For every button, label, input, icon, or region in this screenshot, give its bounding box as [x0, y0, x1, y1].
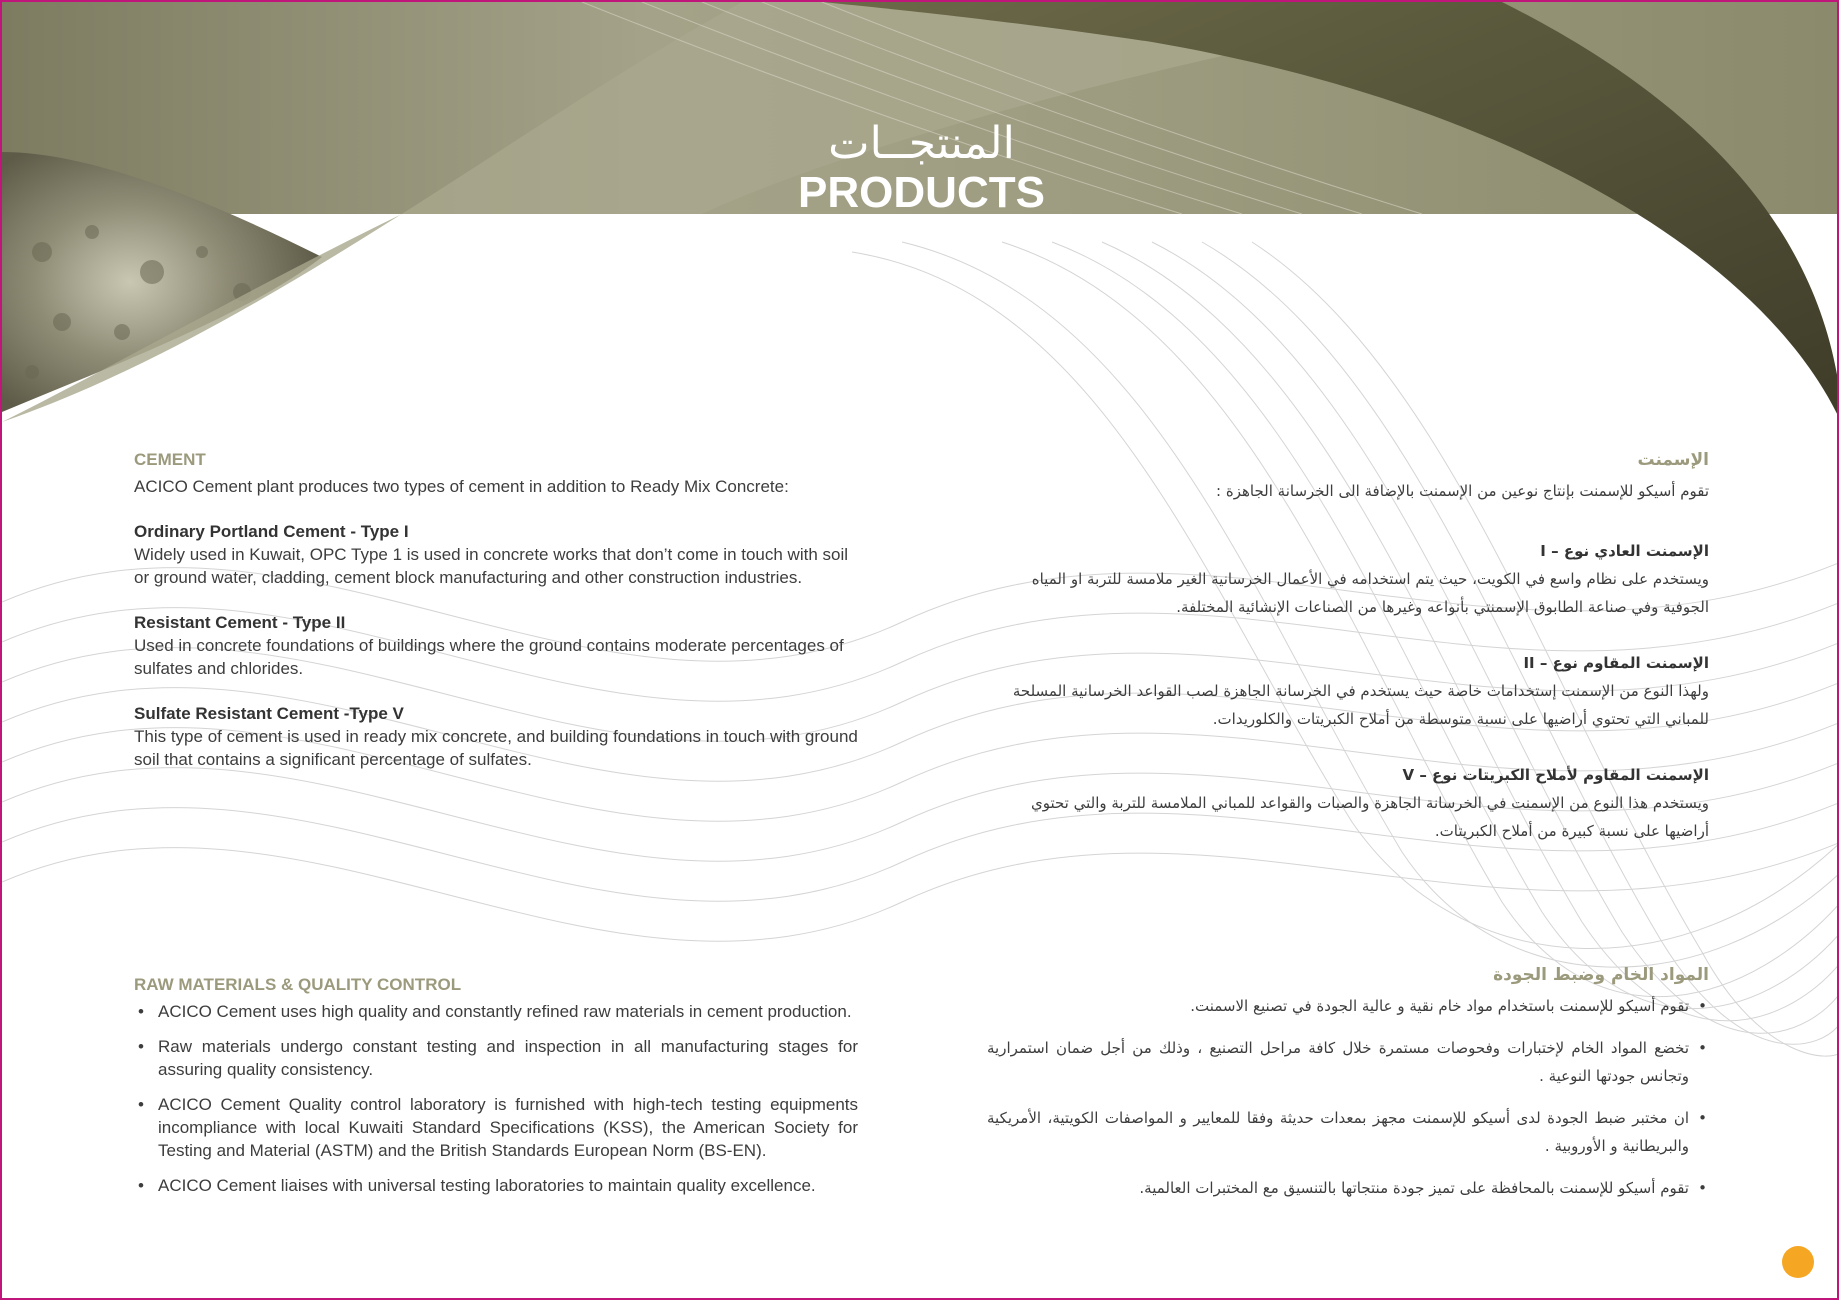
- raw-materials-bullet-3-ar: • ان مختبر ضبط الجودة لدى أسيكو للإسمنت مجهز بمعدات حديثة وفقا للمعايير و المواصفات الكويتية، الأمريكية والبريطانية و الأوروبية .: [987, 1104, 1709, 1160]
- cement-intro: ACICO Cement plant produces two types of cement in addition to Ready Mix Concrete:: [134, 477, 789, 496]
- raw-materials-bullet-4-ar: • تقوم أسيكو للإسمنت بالمحافظة على تميز جودة منتجاتها بالتنسيق مع المختبرات العالمية.: [987, 1174, 1709, 1202]
- cement-intro-ar: تقوم أسيكو للإسمنت بإنتاج نوعين من الإسمنت بالإضافة الى الخرسانة الجاهزة :: [1216, 482, 1709, 500]
- cement-type-5-title: Sulfate Resistant Cement -Type V: [134, 704, 404, 723]
- cement-type-5: [134, 702, 858, 771]
- cement-type-5-title-ar: الإسمنت المقاوم لأملاح الكبريتات نوع – V: [1402, 766, 1709, 784]
- raw-materials-heading: RAW MATERIALS & QUALITY CONTROL: [134, 975, 462, 994]
- cement-type-2-desc: Used in concrete foundations of buildings where the ground contains moderate percentages of sulfates and chlorides.: [134, 636, 844, 678]
- raw-materials-section-ar: [987, 962, 1709, 1216]
- cement-type-1: [134, 520, 858, 589]
- cement-section-en: [134, 449, 858, 793]
- cement-type-5-ar: [987, 761, 1709, 845]
- cement-type-2-title-ar: الإسمنت المقاوم نوع – II: [1523, 654, 1709, 672]
- page-title-arabic: المنتجــات: [828, 118, 1015, 169]
- page-marker-dot: [1782, 1246, 1814, 1278]
- cement-type-5-desc-ar: ويستخدم هذا النوع من الإسمنت في الخرسانة الجاهزة والصبات والقواعد للمباني الملامسة للتربة والتي تحتوي أراضيها على نسبة كبيرة من أملاح الكبريتات.: [1030, 794, 1709, 840]
- raw-materials-bullet-2: • Raw materials undergo constant testing and inspection in all manufacturing stages for assuring quality consistency.: [134, 1035, 858, 1081]
- cement-type-1-desc: Widely used in Kuwait, OPC Type 1 is used in concrete works that don’t come in touch with soil or ground water, cladding, cement block manufacturing and other construction industries.: [134, 545, 849, 587]
- raw-materials-list-ar: [987, 992, 1709, 1202]
- cement-type-1-ar: [987, 537, 1709, 621]
- cement-type-1-title: Ordinary Portland Cement - Type I: [134, 522, 409, 541]
- raw-materials-heading-ar: المواد الخام وضبط الجودة: [1493, 965, 1709, 985]
- cement-type-2-title: Resistant Cement - Type II: [134, 613, 346, 632]
- cement-heading: CEMENT: [134, 450, 206, 469]
- raw-materials-bullet-3: • ACICO Cement Quality control laboratory is furnished with high-tech testing equipments incompliance with local Kuwaiti Standard Specifications (KSS), the American Society for Testing and Material (ASTM) and the British Standards European Norm (BS-EN).: [134, 1093, 858, 1162]
- cement-type-2: [134, 611, 858, 680]
- raw-materials-bullet-1: • ACICO Cement uses high quality and constantly refined raw materials in cement production.: [134, 1000, 858, 1023]
- cement-type-1-title-ar: الإسمنت العادي نوع – I: [1540, 542, 1709, 560]
- raw-materials-bullet-1-ar: • تقوم أسيكو للإسمنت باستخدام مواد خام نقية و عالية الجودة في تصنيع الاسمنت.: [987, 992, 1709, 1020]
- cement-type-1-desc-ar: ويستخدم على نظام واسع في الكويت، حيث يتم استخدامه في الأعمال الخرسانية الغير ملامسة للتربة او المياه الجوفية وفي صناعة الطابوق الإسمنتي بأنواعه وغيرها من الصناعات الإنشائية المختلفة.: [1031, 570, 1709, 616]
- cement-section-ar: [987, 447, 1709, 873]
- cement-type-5-desc: This type of cement is used in ready mix concrete, and building foundations in touch with ground soil that contains a significant percentage of sulfates.: [134, 727, 858, 769]
- raw-materials-list: [134, 1000, 858, 1197]
- raw-materials-bullet-2-ar: • تخضع المواد الخام لإختبارات وفحوصات مستمرة خلال كافة مراحل التصنيع ، وذلك من أجل ضمان استمرارية وتجانس جودتها النوعية .: [987, 1034, 1709, 1090]
- cement-type-2-desc-ar: ولهذا النوع من الإسمنت إستخدامات خاصة حيث يستخدم في الخرسانة الجاهزة لصب القواعد الخرسانية المسلحة للمباني التي تحتوي أراضيها على نسبة متوسطة من أملاح الكبريتات والكلوريدات.: [1012, 682, 1709, 728]
- raw-materials-section-en: [134, 974, 858, 1209]
- cement-heading-ar: الإسمنت: [1637, 450, 1709, 470]
- cement-type-2-ar: [987, 649, 1709, 733]
- raw-materials-bullet-4: • ACICO Cement liaises with universal testing laboratories to maintain quality excellence.: [134, 1174, 858, 1197]
- page-title-english: PRODUCTS: [798, 168, 1045, 217]
